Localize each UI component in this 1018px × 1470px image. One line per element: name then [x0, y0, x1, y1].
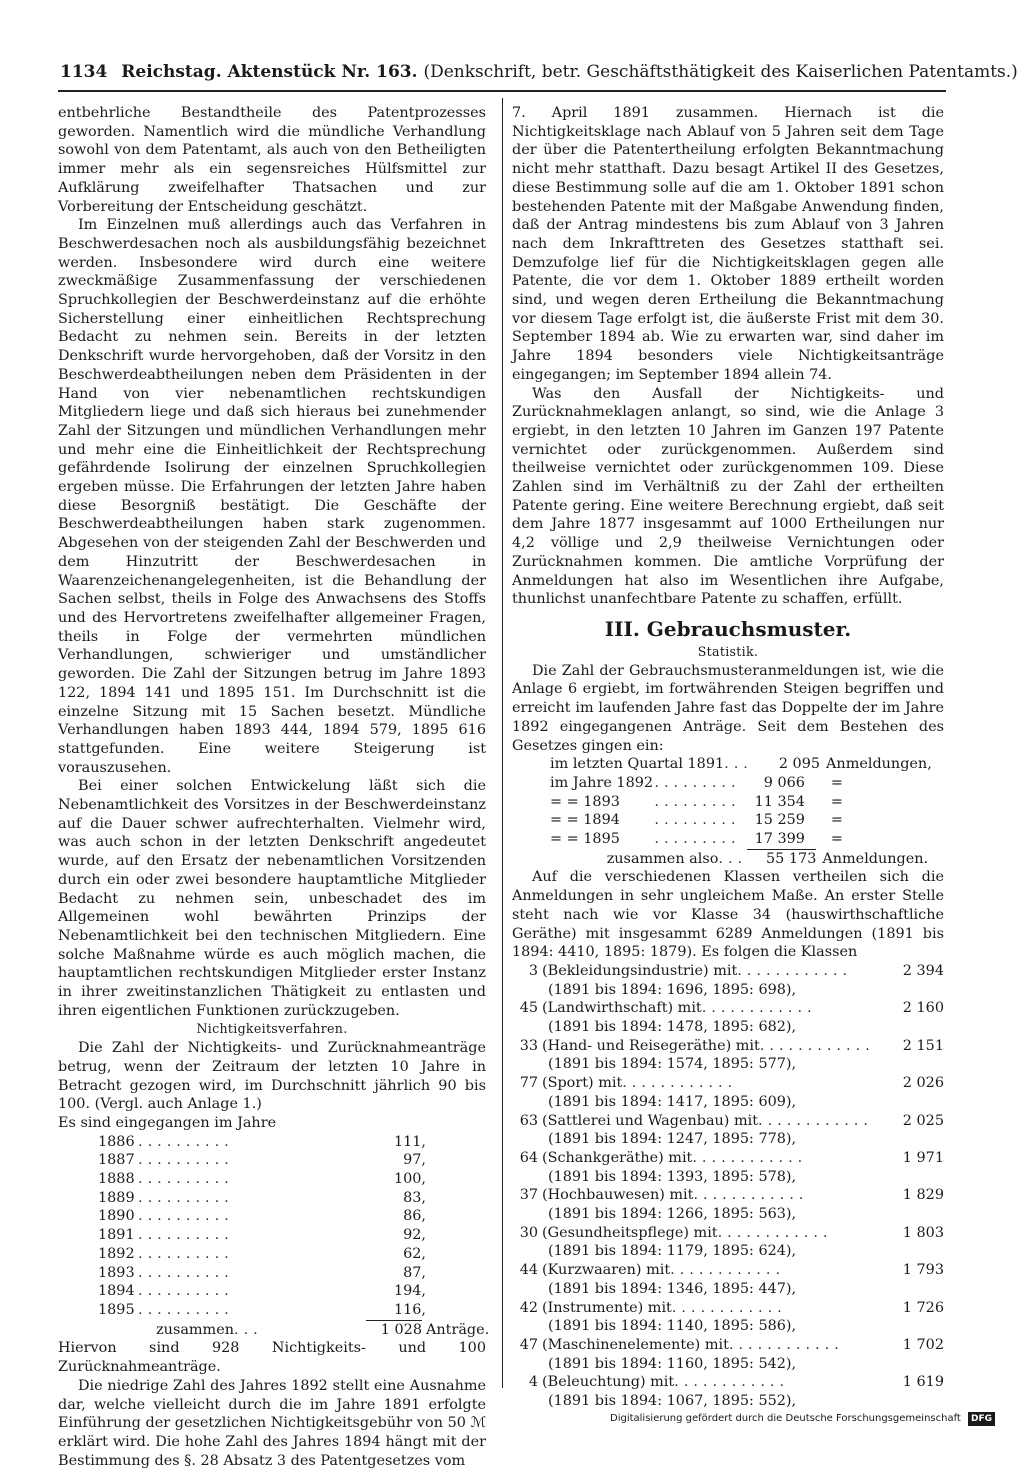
table-row: 1891 .......... 92,: [98, 1227, 426, 1244]
header-rule: [58, 90, 946, 92]
paragraph: 7. April 1891 zusammen. Hiernach ist die Nichtigkeitsklage nach Ablauf von 5 Jahren seit dem Tage der über die Patentertheilung erfolgten Bekanntmachung nicht mehr statthaft. Dazu besagt Artikel II des Gesetzes, diese Bestimmung solle auf die am 1. Oktober 1891 schon bestehenden Patente mit der Maßgabe Anwendung finden, daß der Antrag mindestens bis zum Ablauf von 3 Jahren nach dem Inkrafttreten des Gesetzes statthaft sei. Demzufolge lief für die Nichtigkeitsklagen gegen alle Patente, die vor dem 1. Oktober 1889 ertheilt worden sind, und wegen deren Ertheilung die Bekanntmachung vor diesem Tage erfolgt ist, die äußerste Frist mit dem 30. September 1894 ab. Wie zu erwarten war, sind daher im Jahre 1894 besonders viele Nichtigkeitsanträge eingegangen; im September 1894 allein 74.: [512, 105, 944, 383]
paragraph: Auf die verschiedenen Klassen vertheilen sich die Anmeldungen in sehr ungleichem Maße. An erster Stelle steht nach wie vor Klasse 34 (hauswirthschaftliche Geräthe) mit insgesammt 6289 Anmeldungen (1891 bis 1894: 4410, 1895: 1879). Es folgen die Klassen: [512, 869, 944, 961]
table-total-row: zusammen ... 1 028 Anträge.: [156, 1321, 490, 1338]
list-item: 47 (Maschinenelemente) mit ............ 1 702 (1891 bis 1894: 1160, 1895: 542),: [519, 1337, 944, 1372]
page-number: 1134: [60, 62, 108, 82]
list-item: 37 (Hochbauwesen) mit ............ 1 829 (1891 bis 1894: 1266, 1895: 563),: [519, 1187, 944, 1223]
section-title: III. Gebrauchsmuster.: [604, 616, 852, 641]
table-row: im letzten Quartal 1891 ... 2 095 Anmeldungen,: [550, 756, 932, 773]
table-row: = = 1893 ......... 11 354 =: [550, 793, 843, 810]
header-document: (Denkschrift, betr. Geschäftsthätigkeit des Kaiserlichen Patentamts.): [423, 62, 1018, 82]
dfg-logo: DFG: [968, 1412, 995, 1426]
paragraph: Hiervon sind 928 Nichtigkeits- und 100 Zurücknahmeanträge.: [58, 1340, 486, 1376]
subheading-nichtigkeitsverfahren: Nichtigkeitsverfahren.: [196, 1021, 348, 1037]
list-item: 42 (Instrumente) mit ............ 1 726 (1891 bis 1894: 1140, 1895: 586),: [519, 1299, 944, 1335]
list-item: 33 (Hand- und Reisegeräthe) mit ............ 2 151 (1891 bis 1894: 1574, 1895: 577),: [519, 1037, 944, 1073]
subheading-statistik: Statistik.: [697, 643, 759, 659]
paragraph: Was den Ausfall der Nichtigkeits- und Zurücknahmeklagen anlangt, so sind, wie die Anlage 3 ergiebt, in den letzten 10 Jahren im Ganzen 197 Patente vernichtet oder zurückgenommen. Außerdem sind theilweise vernichtet oder zurückgenommen 109. Diese Zahlen sind im Verhältniß zu der Zahl der ertheilten Patente gering. Eine weitere Berechnung ergiebt, daß seit dem Jahre 1877 insgesammt auf 1000 Ertheilungen nur 4,2 völlige und 2,9 theilweise Vernichtungen oder Zurücknahmen kommen. Die amtliche Vorprüfung der Anmeldungen hat also im Wesentlichen ihre Aufgabe, thunlichst unanfechtbare Patente zu schaffen, erfüllt.: [512, 385, 944, 608]
table-row: 1888 .......... 100,: [98, 1171, 426, 1188]
table-row: im Jahre 1892 ......... 9 066 =: [550, 774, 843, 791]
paragraph: Im Einzelnen muß allerdings auch das Verfahren in Beschwerdesachen noch als ausbildungsfähig bezeichnet werden. Insbesondere wird durch eine weitere zweckmäßige Zusammenfassung der verschiedenen Spruchkollegien der Beschwerdeinstanz auf die erhöhte Sicherstellung einer einheitlichen Rechtsprechung Bedacht zu nehmen sein. Bereits in der letzten Denkschrift wurde hervorgehoben, daß der Vorsitz in den Beschwerdeabtheilungen neben dem Präsidenten in der Hand von vier nebenamtlichen rechtskundigen Mitgliedern liege und daß sich hieraus bei zunehmender Zahl der Sitzungen und mündlichen Verhandlungen mehr und mehr eine die Einheitlichkeit der Rechtsprechung gefährdende Isolirung der einzelnen Spruchkollegien ergeben müsse. Die Erfahrungen der letzten Jahre haben diese Besorgniß bestätigt. Die Geschäfte der Beschwerdeabtheilungen haben stark zugenommen. Abgesehen von der steigenden Zahl der Beschwerden und dem Hinzutritt der Beschwerdesachen in Waarenzeichenangelegenheiten, ist die Behandlung der Sachen selbst, theils in Folge des Anwachsens des Stoffs und des Hervortretens zweifelhafter allgemeiner Fragen, theils in Folge der vermehrten mündlichen Verhandlungen, schwieriger und umständlicher geworden. Die Zahl der Sitzungen betrug im Jahre 1893 122, 1894 141 und 1895 151. Im Durchschnitt ist die einzelne Sitzung mit 15 Sachen besetzt. Mündliche Verhandlungen haben 1893 444, 1894 579, 1895 616 stattgefunden. Eine weitere Steigerung ist vorauszusehen.: [58, 217, 486, 776]
paragraph: Die niedrige Zahl des Jahres 1892 stellt eine Ausnahme dar, welche vielleicht durch die im Jahre 1891 erfolgte Einführung der gesetzlichen Nichtigkeitsgebühr von 50 ℳ erklärt wird. Die hohe Zahl des Jahres 1894 hängt mit der Bestimmung des §. 28 Absatz 3 des Patentgesetzes vom: [58, 1377, 486, 1469]
table-row: 1889 .......... 83,: [98, 1189, 426, 1206]
table-row: 1887 .......... 97,: [98, 1152, 426, 1169]
table-total-row: zusammen also ... 55 173 Anmeldungen.: [606, 850, 929, 867]
list-item: 45 (Landwirthschaft) mit ............ 2 160 (1891 bis 1894: 1478, 1895: 682),: [519, 1000, 944, 1036]
table-row: 1892 .......... 62,: [98, 1245, 426, 1262]
table-row: 1886 .......... 111,: [98, 1133, 426, 1150]
list-item: 64 (Schankgeräthe) mit ............ 1 971 (1891 bis 1894: 1393, 1895: 578),: [519, 1149, 944, 1185]
list-item: 3 (Bekleidungsindustrie) mit ............ 2 394 (1891 bis 1894: 1696, 1895: 698),: [528, 962, 944, 998]
table-row: 1890 .......... 86,: [98, 1208, 426, 1225]
filings-table: [512, 755, 944, 868]
paragraph: Die Zahl der Gebrauchsmusteranmeldungen ist, wie die Anlage 6 ergiebt, im fortwährenden Steigen begriffen und erreicht im laufenden Jahre fast das Doppelte der im Jahre 1892 eingegangenen Anträge. Seit dem Bestehen des Gesetzes gingen ein:: [512, 662, 944, 754]
list-item: 30 (Gesundheitspflege) mit ............ 1 803 (1891 bis 1894: 1179, 1895: 624),: [519, 1224, 944, 1260]
left-column: [58, 104, 490, 1470]
table-row: 1893 .......... 87,: [98, 1264, 426, 1281]
year-table: [58, 1133, 490, 1340]
column-divider: [502, 98, 503, 1388]
list-item: 63 (Sattlerei und Wagenbau) mit ............ 2 025 (1891 bis 1894: 1247, 1895: 778),: [519, 1112, 944, 1148]
table-row: 1895 .......... 116,: [98, 1302, 426, 1318]
list-item: 4 (Beleuchtung) mit ............ 1 619 (1891 bis 1894: 1067, 1895: 552),: [528, 1374, 944, 1410]
table-row: 1894 .......... 194,: [98, 1283, 426, 1300]
paragraph: Bei einer solchen Entwickelung läßt sich die Nebenamtlichkeit des Vorsitzes in der Beschwerdeinstanz auf die Dauer schwer aufrechterhalten. Vielmehr wird, was auch schon in der letzten Denkschrift angedeutet wurde, auf den Ersatz der nebenamtlichen Vorsitzenden durch ein oder zwei besondere hauptamtliche Mitglieder Bedacht zu nehmen sein, unbeschadet des im Allgemeinen wohl bewährten Prinzips der Nebenamtlichkeit bei den technischen Mitgliedern. Eine solche Maßnahme würde es auch möglich machen, die hauptamtlichen rechtskundigen Mitglieder erster Instanz in ihrer zweitinstanzlichen Thätigkeit zu entlasten und ihren eigentlichen Funktionen zurückzugeben.: [58, 778, 486, 1019]
footer-text: Digitalisierung gefördert durch die Deutsche Forschungsgemeinschaft: [610, 1413, 961, 1424]
table-intro: Es sind eingegangen im Jahre: [58, 1114, 277, 1131]
table-row: = = 1894 ......... 15 259 =: [550, 812, 843, 829]
table-row: = = 1895 ......... 17 399 =: [550, 831, 843, 848]
right-column: [512, 104, 944, 1411]
footer-credit: [610, 1412, 993, 1426]
paragraph: entbehrliche Bestandtheile des Patentprozesses geworden. Namentlich wird die mündliche Verhandlung sowohl von dem Patentamt, als auch von den Betheiligten immer mehr als ein segensreiches Hülfsmittel zur Aufklärung zweifelhafter Thatsachen und zur Vorbereitung der Entscheidung geschätzt.: [58, 105, 486, 215]
paragraph: Die Zahl der Nichtigkeits- und Zurücknahmeanträge betrug, wenn der Zeitraum der letzten 10 Jahre in Betracht gezogen wird, im Durchschnitt jährlich 90 bis 100. (Vergl. auch Anlage 1.): [58, 1040, 486, 1113]
list-item: 77 (Sport) mit ............ 2 026 (1891 bis 1894: 1417, 1895: 609),: [519, 1075, 944, 1110]
header-title: Reichstag. Aktenstück Nr. 163.: [121, 62, 418, 82]
classes-list: [512, 962, 944, 1411]
page-header: [60, 60, 1018, 84]
list-item: 44 (Kurzwaaren) mit ............ 1 793 (1891 bis 1894: 1346, 1895: 447),: [519, 1262, 944, 1297]
